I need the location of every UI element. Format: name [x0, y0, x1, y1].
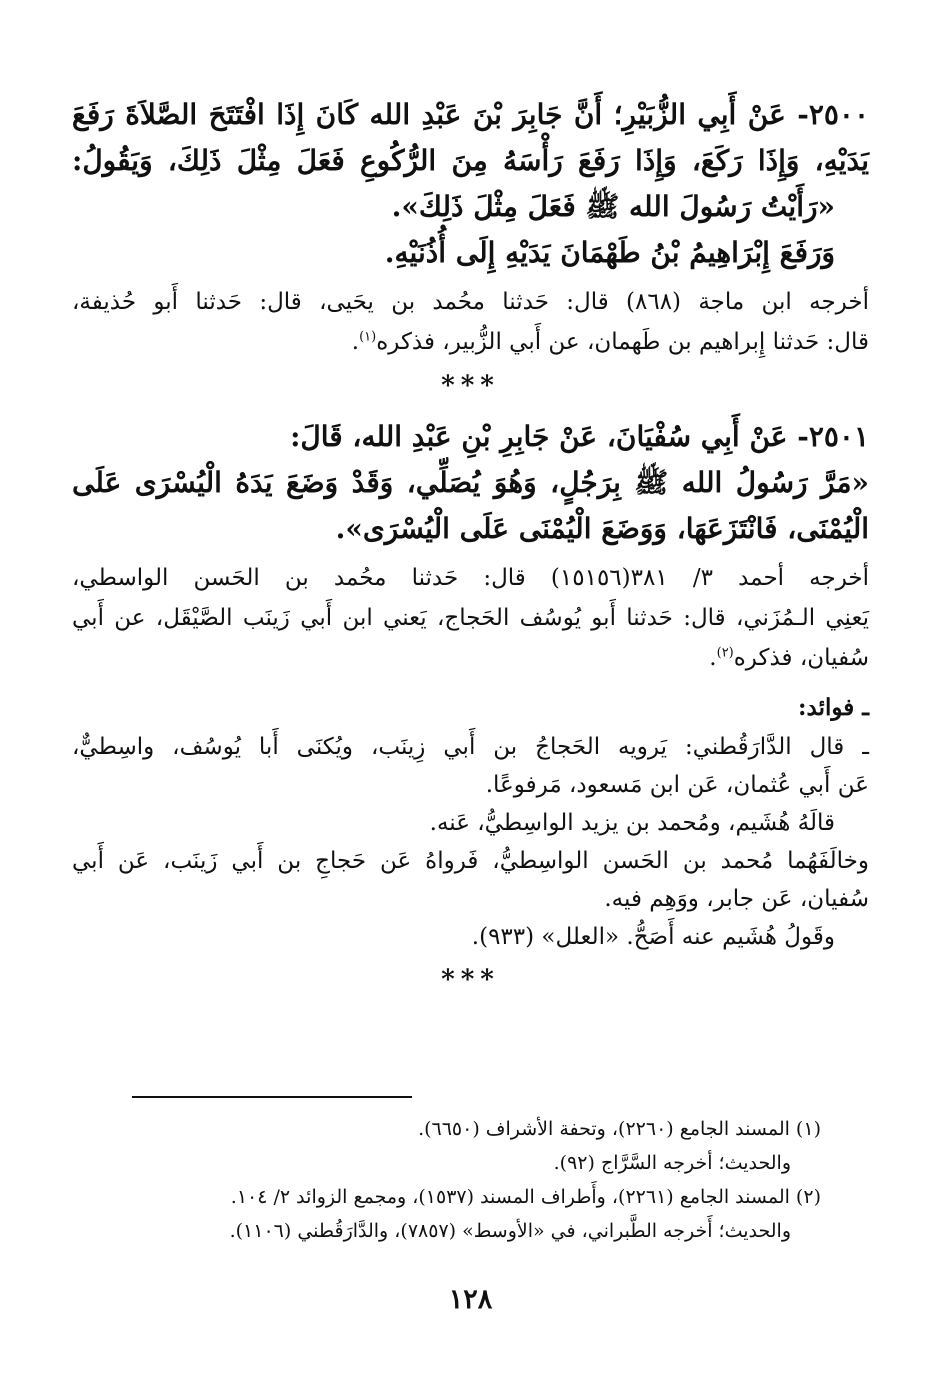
hadith-2501 — [72, 414, 869, 552]
takhrij-text: سُفيان، فذكره — [733, 645, 869, 671]
takhrij-2500 — [72, 282, 869, 362]
hadith-line: ٢٥٠٠- عَنْ أَبِي الزُّبَيْرِ؛ أَنَّ جَابِرَ بْنَ عَبْدِ الله كَانَ إِذَا افْتَتَحَ الصَّلاَةَ رَفَعَ — [72, 98, 869, 131]
footnote-ref: (١) — [359, 329, 377, 345]
fawaid-line: ـ قال الدَّارَقُطني: يَرويه الحَجاجُ بن أَبي زِينَب، ويُكنَى أَبا يُوسُف، واسِطيٌّ، — [72, 734, 869, 760]
hadith-line: «رَأَيْتُ رَسُولَ الله ﷺ فَعَلَ مِثْلَ ذَلِكَ». — [391, 190, 835, 223]
fawaid-line: وخالَفَهُما مُحمد بن الحَسن الواسِطيُّ، فَرواهُ عَن حَجاجِ بن أَبي زَينَب، عَن أَبي — [72, 848, 869, 874]
takhrij-text: قال: حَدثنا إِبراهيم بن طَهمان، عن أَبي الزُّبير، فذكره — [376, 329, 869, 355]
hadith-line: يَدَيْهِ، وَإِذَا رَكَعَ، وَإِذَا رَفَعَ رَأْسَهُ مِنَ الرُّكُوعِ فَعَلَ مِثْلَ ذَلِكَ، وَيَقُولُ: — [72, 144, 869, 177]
hadith-line: «مَرَّ رَسُولُ الله ﷺ بِرَجُلٍ، وَهُوَ يُصَلِّي، وَقَدْ وَضَعَ يَدَهُ الْيُسْرَى عَلَى — [72, 466, 869, 499]
takhrij-line: أخرجه أحمد ٣/ ٣٨١(١٥١٥٦) قال: حَدثنا محُمد بن الحَسن الواسطي، — [72, 565, 870, 591]
hadith-line: ٢٥٠١- عَنْ أَبِي سُفْيَانَ، عَنْ جَابِرِ بْنِ عَبْدِ الله، قَالَ: — [290, 420, 869, 453]
takhrij-line: سُفيان، فذكره$^{(٢)}$. — [709, 645, 869, 671]
footnote-divider — [132, 1096, 412, 1098]
fawaid-body — [72, 728, 869, 956]
fawaid-heading: ـ فوائد: — [798, 694, 869, 721]
fawaid-line: سُفيان، عَن جابر، ووَهِم فيه. — [604, 886, 869, 912]
takhrij-2501 — [72, 558, 869, 678]
footnote-2-cont: والحديث؛ أَخرجه الطَّبراني، في «الأوسط» (٧٨٥٧)، والدَّارَقُطني (١١٠٦). — [229, 1220, 791, 1242]
takhrij-line: يَعنِي الـمُزَني، قال: حَدثنا أَبو يُوسُف الحَجاج، يَعني ابن أَبي زَينَب الصَّيْقَل، عن أَبي — [72, 605, 869, 631]
hadith-line: وَرَفَعَ إِبْرَاهِيمُ بْنُ طَهْمَانَ يَدَيْهِ إِلَى أُذُنَيْهِ. — [384, 236, 835, 269]
takhrij-line: قال: حَدثنا إِبراهيم بن طَهمان، عن أَبي الزُّبير، فذكره$^{(١)}$. — [351, 329, 869, 355]
footnote-2: (٢) المسند الجامع (٢٢٦١)، وأَطراف المسند (١٥٣٧)، ومجمع الزوائد ٢/ ١٠٤. — [230, 1186, 821, 1208]
footnote-1-cont: والحديث؛ أخرجه السَّرَّاج (٩٢). — [553, 1152, 791, 1174]
page-number: ١٢٨ — [448, 1284, 493, 1315]
footnote-1: (١) المسند الجامع (٢٢٦٠)، وتحفة الأشراف (٦٦٥٠). — [418, 1118, 821, 1140]
hadith-line: الْيُمْنَى، فَانْتَزَعَهَا، وَوَضَعَ الْيُمْنَى عَلَى الْيُسْرَى». — [335, 512, 869, 545]
page-body — [72, 92, 869, 1008]
footnote-ref: (٢) — [716, 645, 734, 661]
section-separator: *** — [441, 965, 500, 995]
takhrij-line: أخرجه ابن ماجة (٨٦٨) قال: حَدثنا محُمد بن يحَيى، قال: حَدثنا أَبو حُذيفة، — [72, 289, 869, 315]
footnotes — [100, 1112, 821, 1248]
hadith-2500 — [72, 92, 869, 276]
fawaid-line: وقَولُ هُشَيم عنه أَصَحُّ. «العلل» (٩٣٣). — [471, 924, 835, 950]
section-separator: *** — [441, 371, 500, 401]
fawaid-line: عَن أَبي عُثمان، عَن ابن مَسعود، مَرفوعًا. — [485, 772, 869, 798]
fawaid-line: قالَهُ هُشَيم، ومُحمد بن يزيد الواسِطيُّ، عَنه. — [429, 810, 835, 836]
